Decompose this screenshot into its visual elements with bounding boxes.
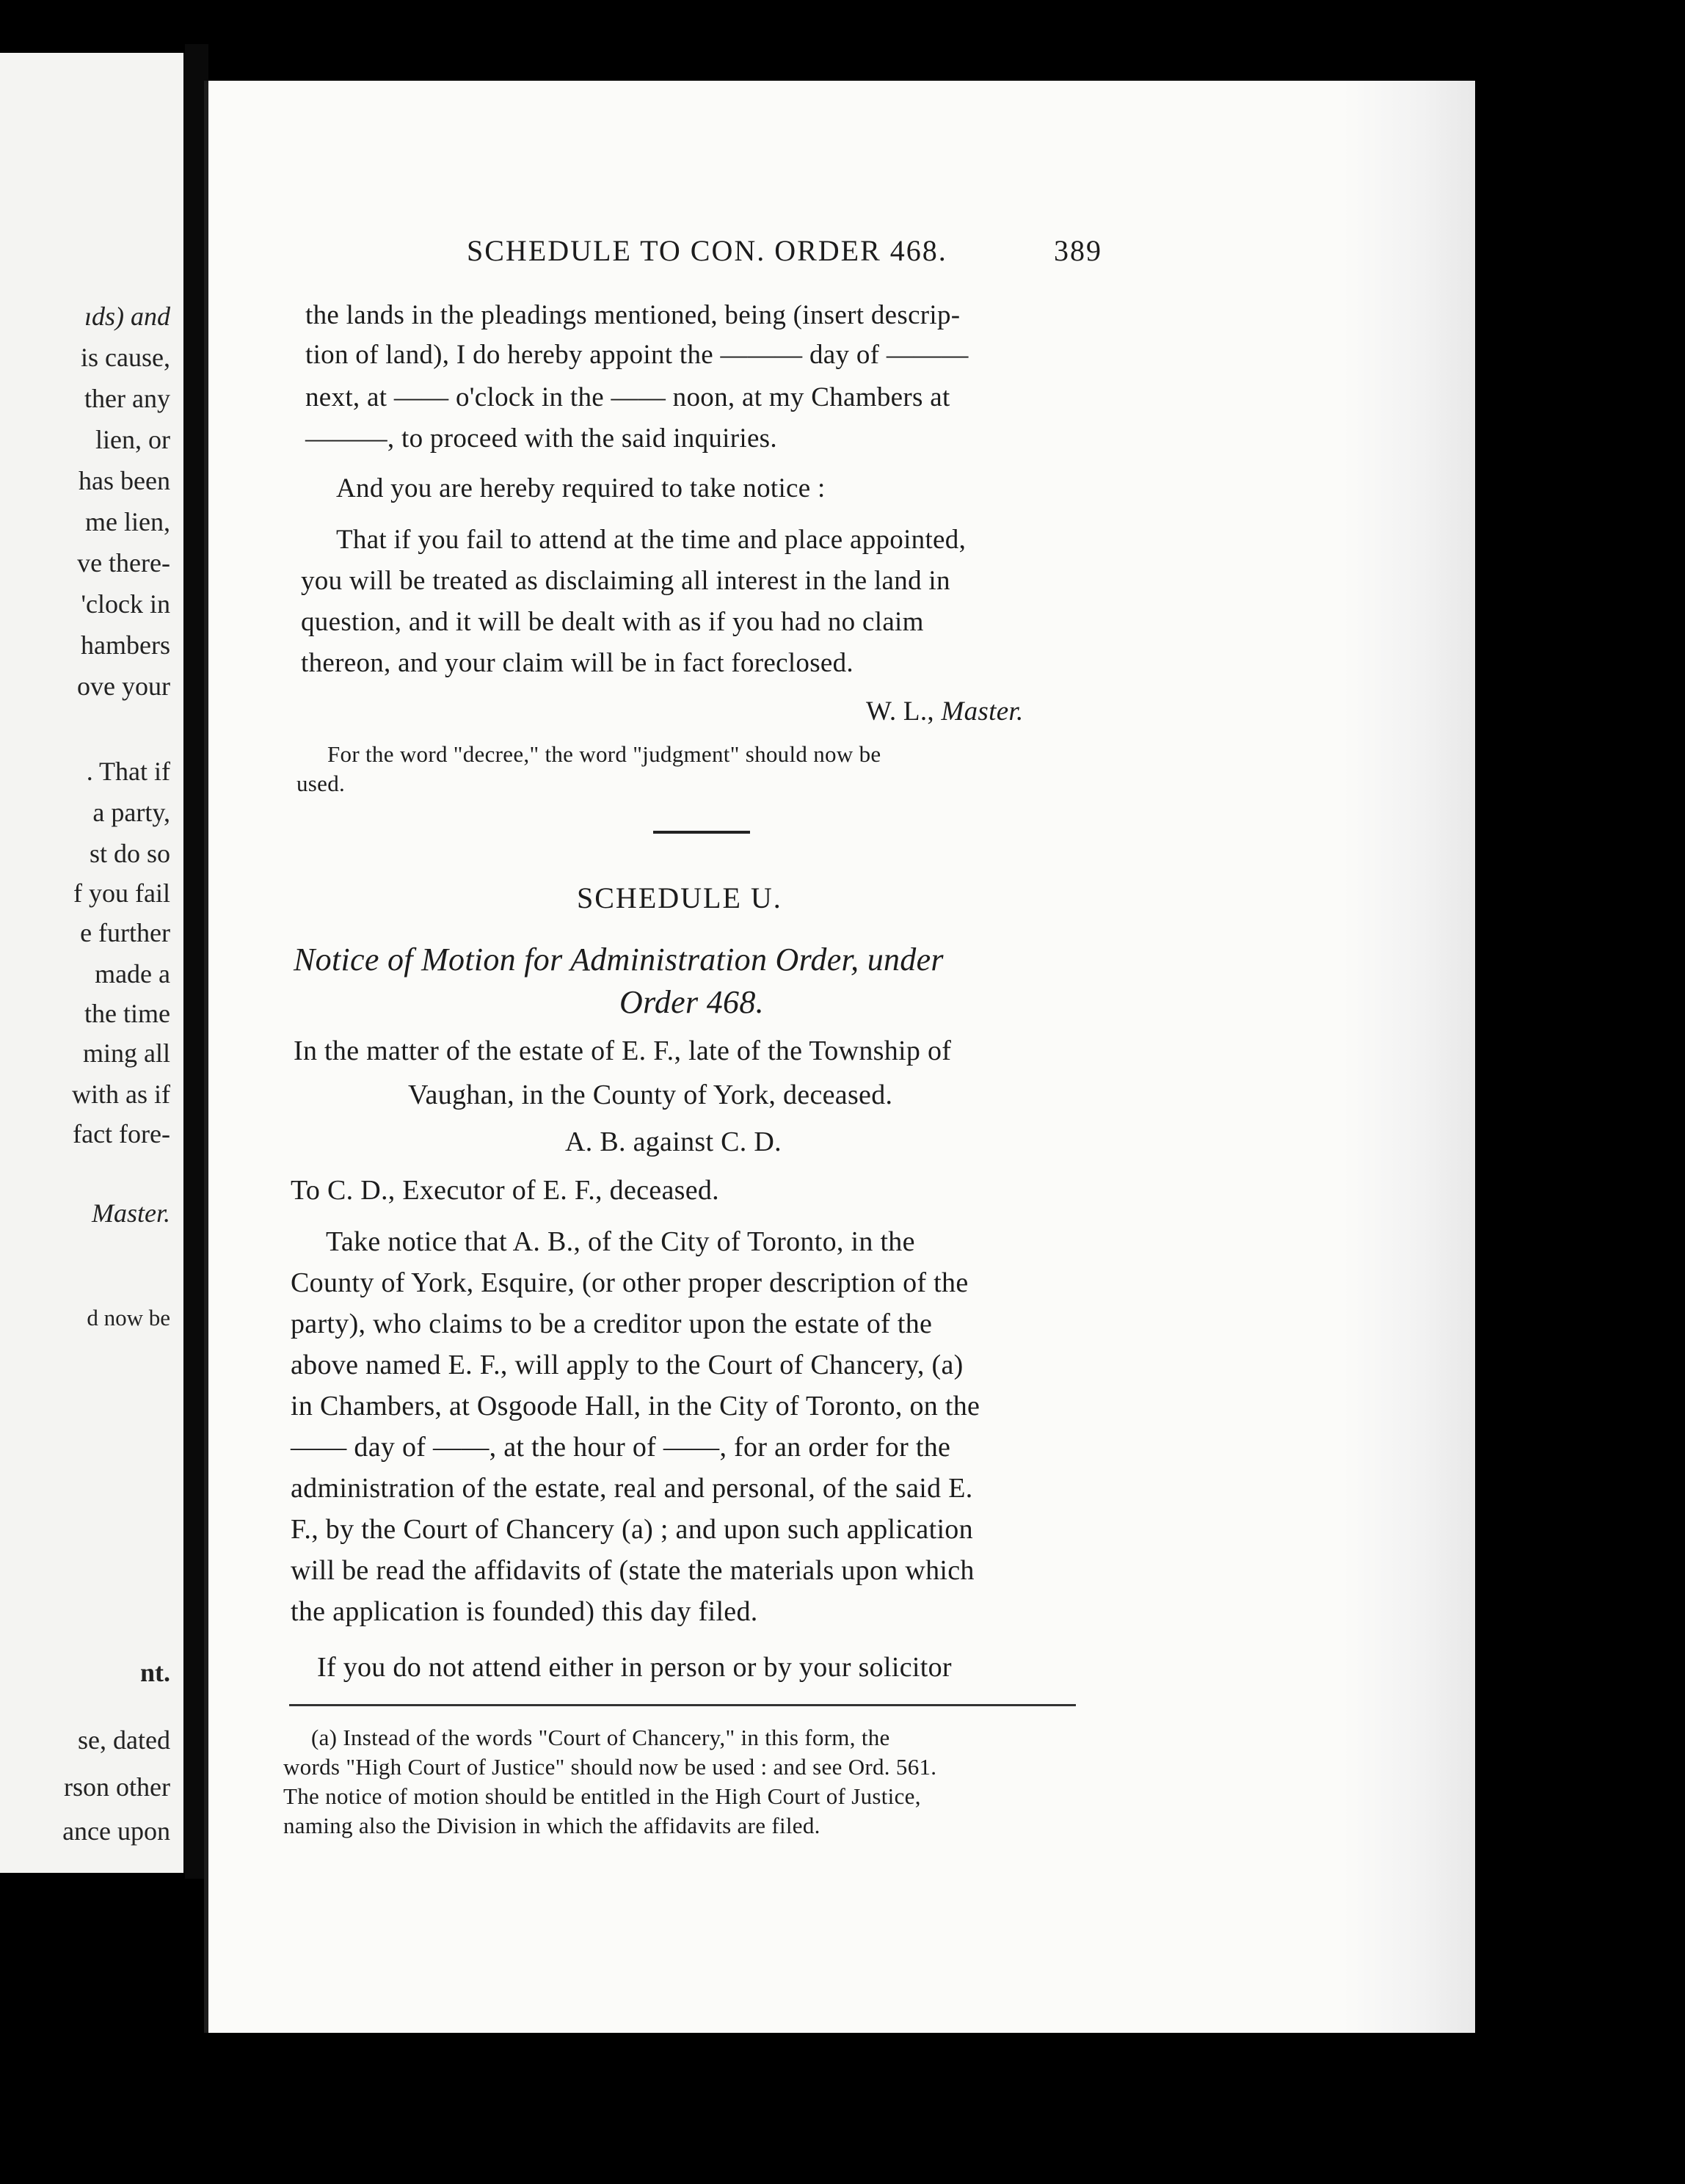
matter-line: Vaughan, in the County of York, deceased. (408, 1080, 893, 1110)
left-line: ve there- (77, 548, 170, 578)
body-line: County of York, Esquire, (or other proper description of the (291, 1267, 969, 1298)
matter-line: In the matter of the estate of E. F., late of the Township of (294, 1035, 952, 1066)
left-line: ove your (77, 671, 170, 701)
footnote-rule (289, 1704, 1076, 1706)
running-title: SCHEDULE TO CON. ORDER 468. (467, 234, 947, 267)
left-line: st do so (89, 839, 170, 868)
footnote-line: The notice of motion should be entitled in the High Court of Justice, (283, 1783, 921, 1809)
right-page (204, 81, 1475, 2033)
body-line: administration of the estate, real and personal, of the said E. (291, 1473, 973, 1504)
body-line: will be read the affidavits of (state the materials upon which (291, 1555, 975, 1586)
text-line: thereon, and your claim will be in fact foreclosed. (301, 648, 854, 678)
signature (866, 696, 1024, 727)
left-line: e further (80, 918, 170, 947)
footnote-line: naming also the Division in which the affidavits are filed. (283, 1813, 820, 1838)
signature-name: W. L., (866, 696, 934, 727)
left-line: me lien, (85, 507, 170, 536)
left-line: Master. (92, 1198, 170, 1228)
page-number: 389 (1054, 234, 1102, 267)
text-line: the lands in the pleadings mentioned, being (insert descrip- (305, 300, 961, 330)
left-line: with as if (72, 1080, 170, 1109)
left-line: . That if (86, 757, 170, 786)
body-line: —— day of ——, at the hour of ——, for an order for the (291, 1432, 951, 1463)
left-line: hambers (81, 630, 170, 660)
left-line: the time (84, 999, 170, 1028)
footnote-line: (a) Instead of the words "Court of Chancery," in this form, the (311, 1725, 890, 1750)
body-line: Take notice that A. B., of the City of Toronto, in the (326, 1226, 915, 1257)
signature-title: Master. (941, 696, 1024, 727)
left-page-fragment (0, 53, 183, 1873)
text-line: tion of land), I do hereby appoint the ——— day of ——— (305, 340, 969, 370)
left-line: ther any (84, 384, 170, 413)
body-line: the application is founded) this day filed. (291, 1596, 758, 1627)
notice-line: And you are hereby required to take notice : (336, 473, 826, 503)
left-line: ming all (83, 1038, 170, 1068)
body-line: in Chambers, at Osgoode Hall, in the City of Toronto, on the (291, 1391, 980, 1422)
left-line: f you fail (73, 878, 170, 908)
left-line: lien, or (95, 425, 170, 454)
left-line: nt. (139, 1658, 170, 1687)
addressee-line: To C. D., Executor of E. F., deceased. (291, 1175, 719, 1206)
schedule-title-line: Order 468. (619, 984, 764, 1020)
body-line: If you do not attend either in person or by your solicitor (317, 1652, 952, 1683)
text-line: you will be treated as disclaiming all interest in the land in (301, 566, 950, 596)
schedule-heading: SCHEDULE U. (577, 881, 782, 914)
left-line: is cause, (81, 343, 170, 372)
parties-line: A. B. against C. D. (565, 1126, 782, 1157)
left-line: d now be (87, 1305, 170, 1331)
text-line: question, and it will be dealt with as if you had no claim (301, 607, 924, 637)
schedule-title-line: Notice of Motion for Administration Order, under (294, 942, 944, 978)
note-line: For the word "decree," the word "judgment" should now be (327, 741, 881, 767)
left-line: has been (79, 466, 170, 495)
left-line: made a (95, 959, 170, 989)
footnote-line: words "High Court of Justice" should now be used : and see Ord. 561. (283, 1754, 937, 1780)
text-line: next, at —— o'clock in the —— noon, at my Chambers at (305, 382, 950, 412)
left-line: 'clock in (81, 589, 170, 619)
text-line: ———, to proceed with the said inquiries. (305, 423, 777, 454)
body-line: F., by the Court of Chancery (a) ; and upon such application (291, 1514, 973, 1545)
text-line: That if you fail to attend at the time and place appointed, (336, 525, 967, 555)
section-divider (653, 831, 750, 834)
left-line: se, dated (78, 1725, 170, 1755)
left-line: rson other (64, 1772, 170, 1802)
body-line: party), who claims to be a creditor upon the estate of the (291, 1308, 933, 1339)
body-line: above named E. F., will apply to the Court of Chancery, (a) (291, 1350, 964, 1380)
left-line: ıds) and (84, 302, 170, 331)
left-line: ance upon (62, 1816, 170, 1846)
note-line: used. (296, 771, 346, 796)
left-line: a party, (92, 798, 170, 827)
left-line: fact fore- (73, 1119, 170, 1149)
